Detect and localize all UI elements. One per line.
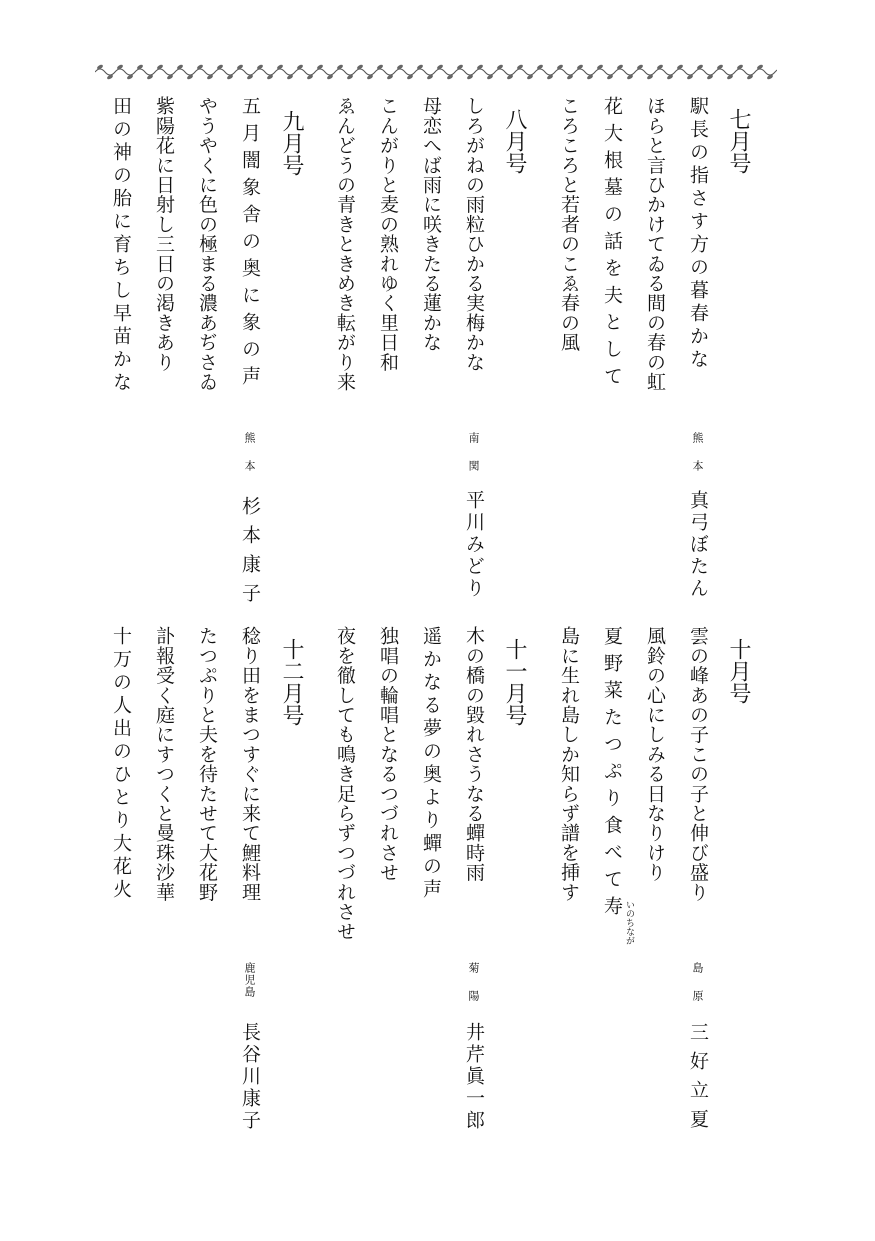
heading-july: 七月号 — [726, 108, 751, 174]
location-december: 鹿児島 — [243, 962, 256, 998]
haiku-december-1: 稔り田をまつすぐに来て鯉料理 — [239, 626, 261, 902]
ruby-inochinaga: いのちなが — [624, 900, 634, 945]
haiku-july-4: ころころと若者のこゑ春の風 — [558, 96, 580, 353]
haiku-december-3: 訃報受く庭にすつくと曼珠沙華 — [153, 626, 175, 902]
haiku-december-4: 十万の人出のひとり大花火 — [110, 626, 132, 902]
haiku-october-2: 風鈴の心にしみる日なりけり — [644, 626, 666, 883]
location-september: 熊本 — [243, 432, 256, 488]
vine-border-ornament — [95, 62, 777, 82]
haiku-august-3: こんがりと麦の熟れゆく里日和 — [377, 96, 399, 372]
haiku-september-1: 五月闇象舎の奥に象の声 — [239, 96, 261, 393]
heading-december: 十二月号 — [279, 638, 304, 726]
location-july: 熊本 — [691, 432, 704, 488]
location-november: 菊陽 — [467, 962, 480, 1018]
haiku-september-2: やうやくに色の極まる濃あぢさゐ — [196, 96, 218, 392]
haiku-november-1: 木の橋の毀れさうなる蟬時雨 — [463, 626, 485, 883]
haiku-july-3: 花大根墓の話を夫として — [601, 96, 623, 393]
haiku-december-2: たつぷりと夫を待たせて大花野 — [196, 626, 218, 902]
haiku-july-2: ほらと言ひかけてゐる間の春の虹 — [644, 96, 666, 392]
haiku-august-2: 母恋へば雨に咲きたる蓮かな — [420, 96, 442, 353]
author-september: 杉本康子 — [239, 496, 261, 612]
author-december: 長谷川康子 — [239, 1022, 261, 1132]
location-august: 南関 — [467, 432, 480, 488]
author-august: 平川みどり — [463, 490, 485, 600]
haiku-september-3: 紫陽花に日射し三日の渇きあり — [153, 96, 175, 372]
haiku-august-4: ゑんどうの青きときめき転がり来 — [334, 96, 356, 392]
heading-october: 十月号 — [726, 638, 751, 704]
haiku-november-3: 独唱の輪唱となるつづれさせ — [377, 626, 399, 883]
heading-november: 十一月号 — [502, 638, 527, 726]
vine-leaf — [776, 64, 777, 70]
haiku-august-1: しろがねの雨粒ひかる実梅かな — [463, 96, 485, 372]
haiku-october-1: 雲の峰あの子この子と伸び盛り — [687, 626, 709, 902]
haiku-november-2: 遥かなる夢の奥より蟬の声 — [420, 626, 442, 902]
vine-stem — [95, 69, 777, 75]
heading-august: 八月号 — [502, 108, 527, 174]
heading-september: 九月号 — [279, 110, 304, 176]
author-october: 三好立夏 — [687, 1022, 709, 1138]
haiku-september-4: 田の神の胎に育ちし早苗かな — [110, 96, 132, 395]
author-november: 井芹眞一郎 — [463, 1022, 485, 1132]
haiku-july-1: 駅長の指さす方の暮春かな — [687, 96, 709, 372]
author-july: 真弓ぼたん — [687, 490, 709, 600]
haiku-october-3: 夏野菜たつぷり食べて寿 — [601, 626, 623, 923]
location-october: 島原 — [691, 962, 704, 1018]
haiku-november-4: 夜を徹しても鳴き足らずつづれさせ — [334, 626, 356, 942]
haiku-october-4: 島に生れ島しか知らず譜を挿す — [558, 626, 580, 902]
